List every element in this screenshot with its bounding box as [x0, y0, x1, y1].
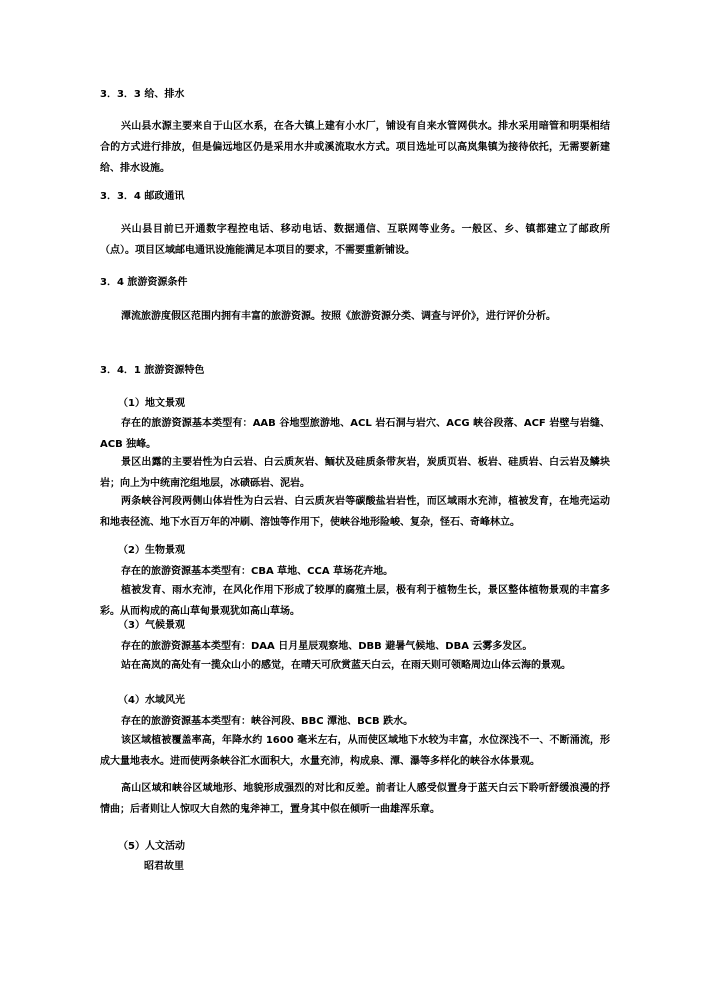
paragraph-biology-types: 存在的旅游资源基本类型有：CBA 草地、CCA 草场花卉地。 [121, 566, 394, 577]
paragraph-landform-rocks: 景区出露的主要岩性为白云岩、白云质灰岩、鲕状及硅质条带灰岩，炭质页岩、板岩、硅质岩、白云岩及鳞块岩；向上为中统南沱组地层，冰碛砾岩、泥岩。 [100, 457, 610, 489]
section-heading-3-4: 3．4 旅游资源条件 [100, 277, 188, 288]
paragraph-water-hydrology: 该区域植被覆盖率高，年降水约 1600 毫米左右，从而使区域地下水较为丰富，水位深浅不一、不断涌流，形成大量地表水。进而使两条峡谷汇水面积大，水量充沛，构成泉、潭、瀑等多样化的峡谷水体景观。 [100, 735, 610, 767]
section-heading-3-3-3: 3．3．3 给、排水 [100, 89, 185, 100]
category-title-water: （4）水域风光 [118, 695, 185, 706]
paragraph-water-types: 存在的旅游资源基本类型有：峡谷河段、BBC 潭池、BCB 跌水。 [121, 716, 414, 727]
category-title-culture: （5）人文活动 [118, 841, 185, 852]
paragraph-water-supply: 兴山县水源主要来自于山区水系，在各大镇上建有小水厂，铺设有自来水管网供水。排水采用暗管和明渠相结合的方式进行排放，但是偏远地区仍是采用水井或溪流取水方式。项目选址可以高岚集镇为接待依托，无需要新建给、排水设施。 [100, 121, 610, 174]
category-title-landform: （1）地文景观 [118, 398, 185, 409]
paragraph-climate-view: 站在高岚的高处有一揽众山小的感觉，在晴天可欣赏蓝天白云，在雨天则可领略周边山体云海的景观。 [121, 660, 571, 671]
paragraph-biology-vegetation: 植被发育、雨水充沛，在风化作用下形成了较厚的腐殖土层，极有利于植物生长，景区整体植物景观的丰富多彩。从而构成的高山草甸景观犹如高山草场。 [100, 585, 610, 617]
paragraph-landform-types: 存在的旅游资源基本类型有：AAB 谷地型旅游地、ACL 岩石洞与岩穴、ACG 峡谷段落、ACF 岩壁与岩缝、ACB 独峰。 [100, 418, 610, 450]
subheading-zhaojun-hometown: 昭君故里 [144, 861, 184, 872]
category-title-biology: （2）生物景观 [118, 545, 185, 556]
paragraph-tourism-resources: 潭流旅游度假区范围内拥有丰富的旅游资源。按照《旅游资源分类、调查与评价》，进行评价分析。 [121, 311, 556, 322]
paragraph-landform-canyon: 两条峡谷河段两侧山体岩性为白云岩、白云质灰岩等碳酸盐岩岩性，而区域雨水充沛，植被发育，在地壳运动和地表径流、地下水百万年的冲刷、溶蚀等作用下，使峡谷地形险峻、复杂，怪石、奇峰林立。 [100, 496, 610, 528]
paragraph-telecom: 兴山县目前已开通数字程控电话、移动电话、数据通信、互联网等业务。一般区、乡、镇都建立了邮政所（点）。项目区域邮电通讯设施能满足本项目的要求，不需要重新铺设。 [100, 224, 610, 256]
paragraph-water-contrast: 高山区域和峡谷区域地形、地貌形成强烈的对比和反差。前者让人感受似置身于蓝天白云下聆听舒缓浪漫的抒情曲；后者则让人惊叹大自然的鬼斧神工，置身其中似在倾听一曲雄浑乐章。 [100, 783, 610, 815]
category-title-climate: （3）气候景观 [118, 620, 185, 631]
paragraph-climate-types: 存在的旅游资源基本类型有：DAA 日月星辰观察地、DBB 避暑气候地、DBA 云雾多发区。 [121, 641, 533, 652]
section-heading-3-3-4: 3．3．4 邮政通讯 [100, 191, 185, 202]
section-heading-3-4-1: 3．4．1 旅游资源特色 [100, 365, 205, 376]
